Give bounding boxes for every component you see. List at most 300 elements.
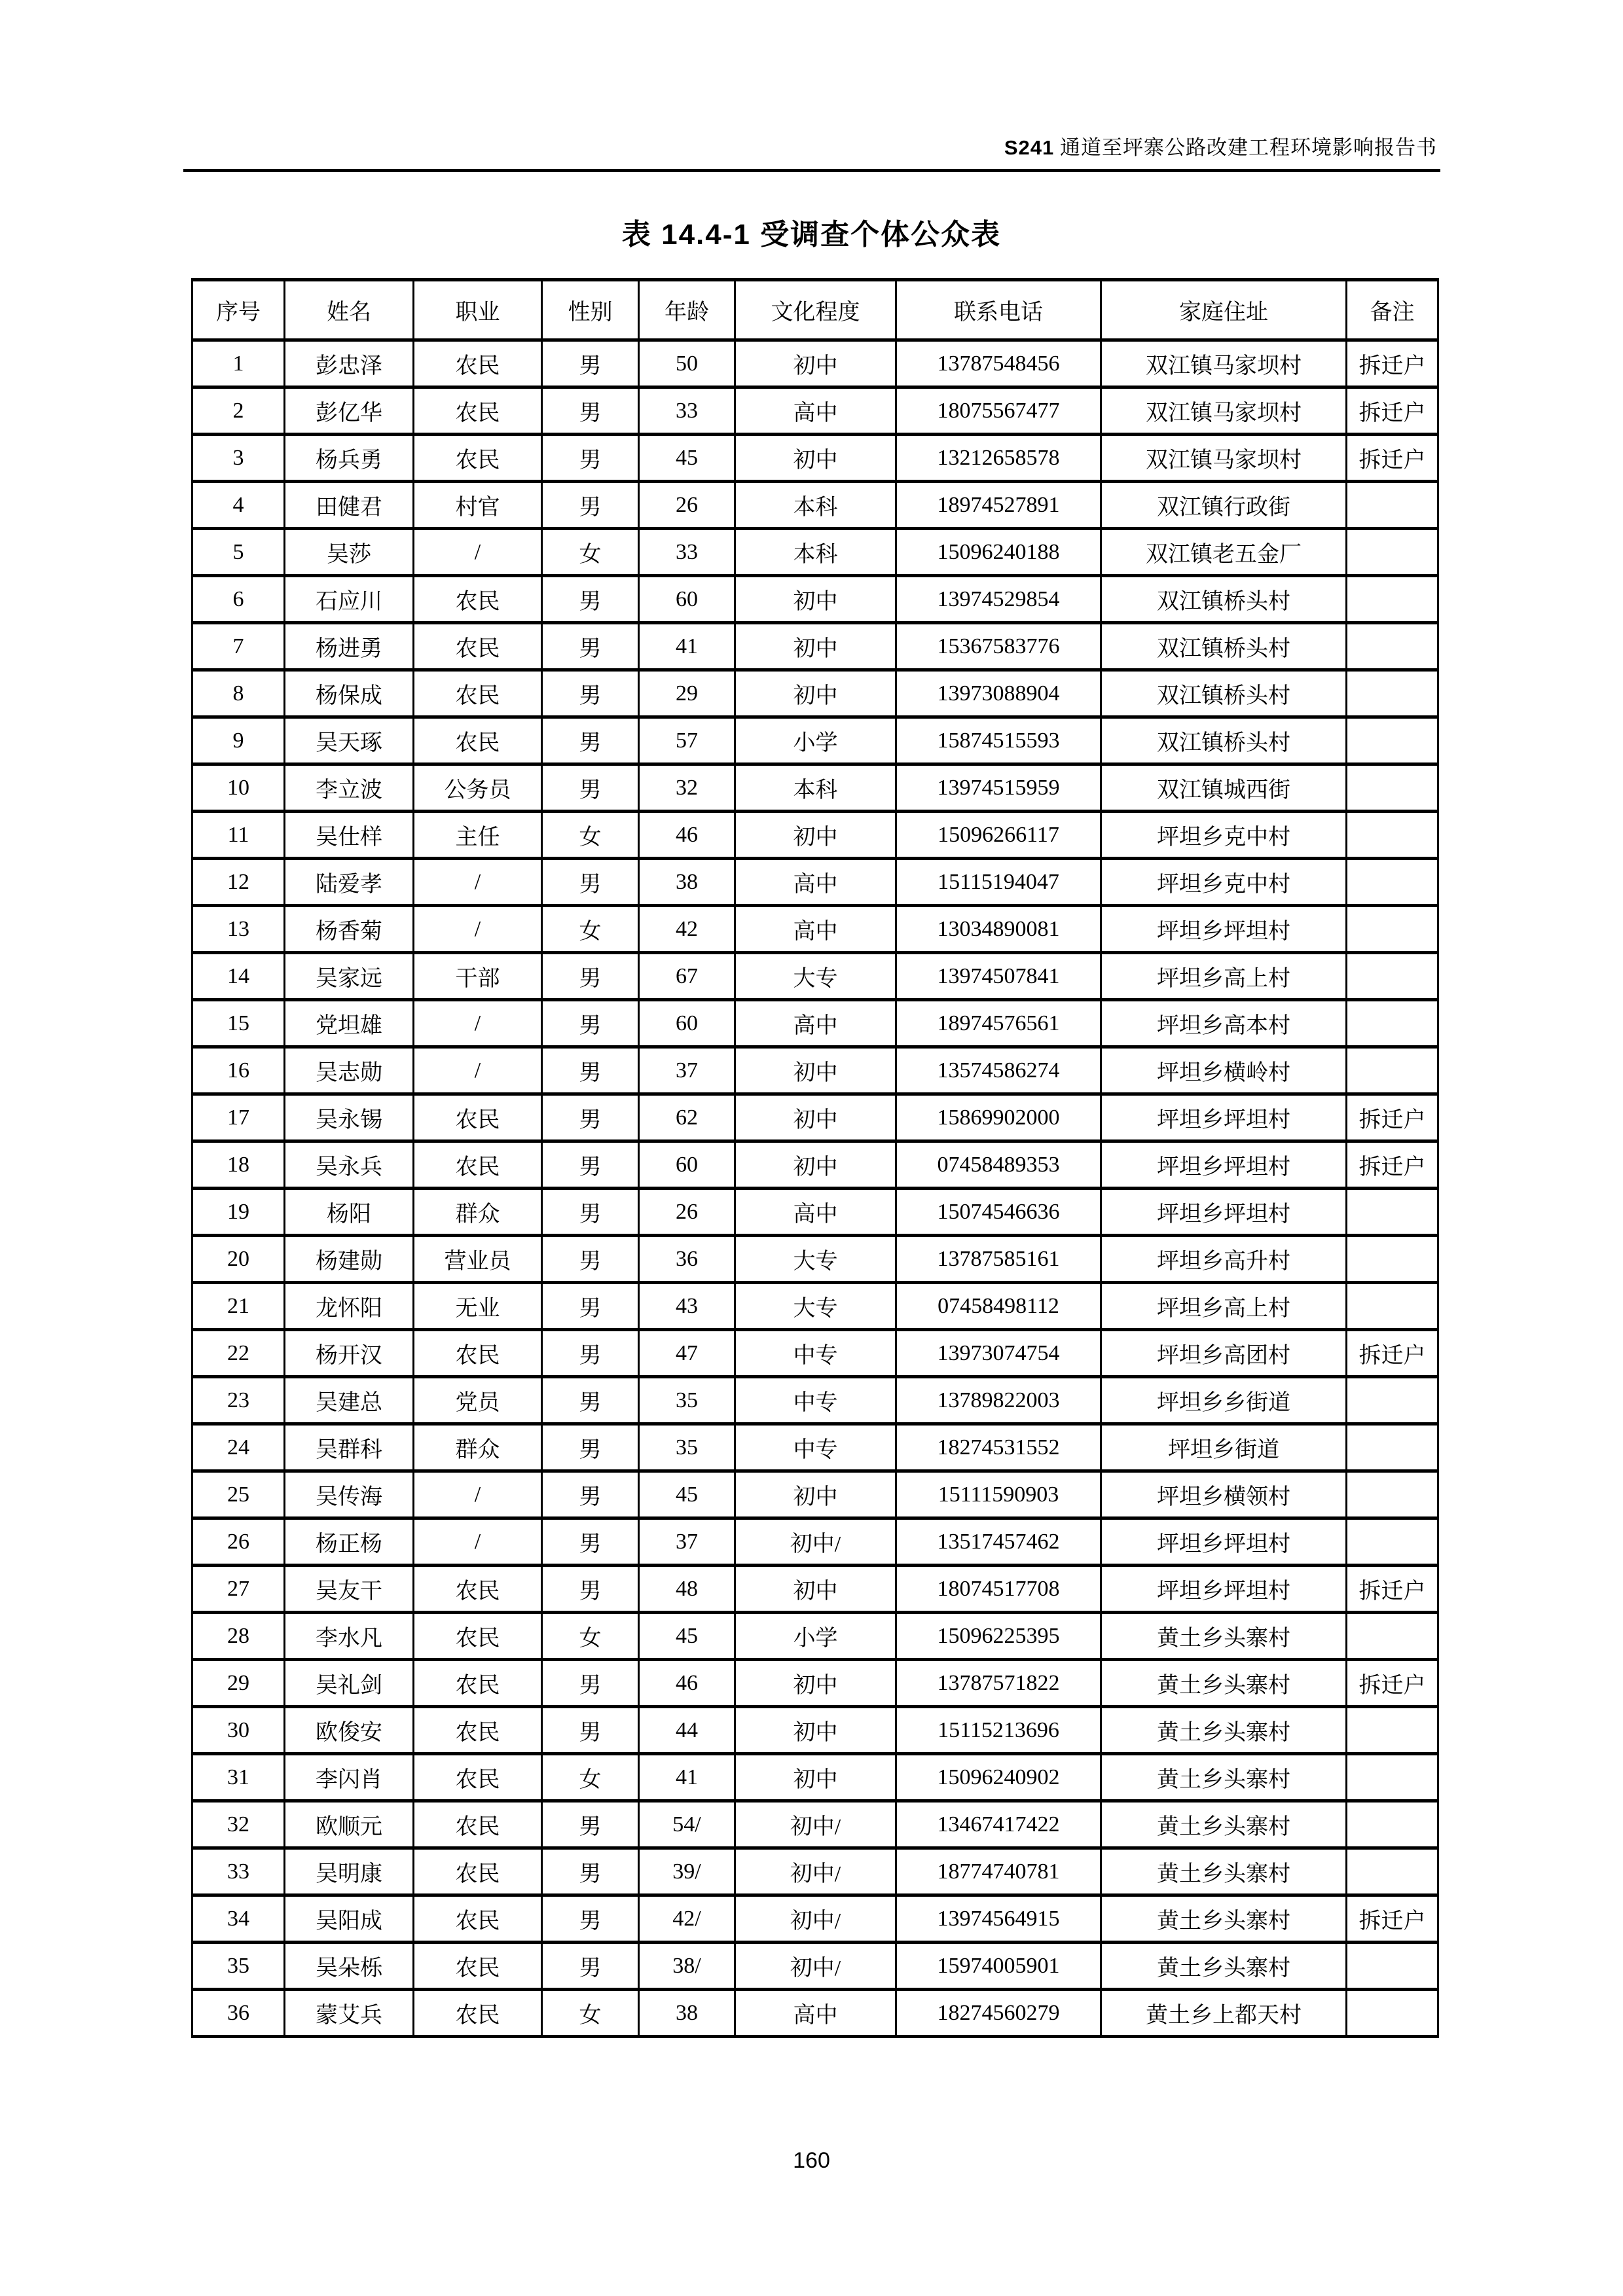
cell-index: 36 — [192, 1990, 285, 2037]
cell-gender: 男 — [542, 1660, 639, 1707]
cell-name: 吴友干 — [285, 1566, 414, 1613]
table-row — [192, 1895, 1438, 1943]
cell-remark — [1347, 670, 1438, 717]
cell-gender: 女 — [542, 1613, 639, 1660]
cell-address: 双江镇马家坝村 — [1101, 340, 1347, 387]
page-number: 160 — [793, 2148, 830, 2173]
cell-gender: 男 — [542, 576, 639, 623]
cell-job: 农民 — [414, 623, 542, 670]
cell-phone: 13789822003 — [896, 1377, 1101, 1424]
cell-age: 26 — [639, 482, 735, 529]
cell-name: 吴明康 — [285, 1848, 414, 1895]
cell-education: 高中 — [735, 1990, 896, 2037]
cell-phone: 13973074754 — [896, 1330, 1101, 1377]
column-header: 联系电话 — [896, 280, 1101, 340]
cell-education: 小学 — [735, 1613, 896, 1660]
cell-education: 初中 — [735, 1707, 896, 1754]
cell-job: 农民 — [414, 1660, 542, 1707]
cell-name: 石应川 — [285, 576, 414, 623]
cell-remark — [1347, 1377, 1438, 1424]
cell-remark — [1347, 1471, 1438, 1518]
cell-name: 吴莎 — [285, 529, 414, 576]
cell-remark — [1347, 859, 1438, 906]
cell-job: 农民 — [414, 1613, 542, 1660]
table-row — [192, 812, 1438, 859]
cell-age: 54/ — [639, 1801, 735, 1848]
cell-remark — [1347, 1000, 1438, 1047]
cell-name: 彭忠泽 — [285, 340, 414, 387]
cell-remark — [1347, 1848, 1438, 1895]
cell-name: 杨进勇 — [285, 623, 414, 670]
cell-index: 26 — [192, 1518, 285, 1566]
cell-address: 坪坦乡乡街道 — [1101, 1377, 1347, 1424]
cell-remark — [1347, 1518, 1438, 1566]
cell-index: 9 — [192, 717, 285, 764]
cell-job: / — [414, 859, 542, 906]
cell-age: 38 — [639, 1990, 735, 2037]
cell-phone: 15096240902 — [896, 1754, 1101, 1801]
cell-phone: 18274560279 — [896, 1990, 1101, 2037]
cell-index: 23 — [192, 1377, 285, 1424]
cell-age: 60 — [639, 1141, 735, 1189]
cell-remark — [1347, 906, 1438, 953]
cell-gender: 女 — [542, 529, 639, 576]
cell-age: 48 — [639, 1566, 735, 1613]
cell-remark — [1347, 812, 1438, 859]
cell-index: 25 — [192, 1471, 285, 1518]
cell-phone: 13974515959 — [896, 764, 1101, 812]
cell-remark — [1347, 1613, 1438, 1660]
table-row — [192, 1754, 1438, 1801]
table-row — [192, 906, 1438, 953]
cell-remark — [1347, 1707, 1438, 1754]
cell-index: 8 — [192, 670, 285, 717]
table-row — [192, 1518, 1438, 1566]
cell-index: 21 — [192, 1283, 285, 1330]
cell-education: 初中 — [735, 670, 896, 717]
cell-age: 41 — [639, 623, 735, 670]
table-row — [192, 1236, 1438, 1283]
cell-address: 坪坦乡坪坦村 — [1101, 1566, 1347, 1613]
cell-remark: 拆迁户 — [1347, 435, 1438, 482]
cell-education: 大专 — [735, 953, 896, 1000]
table-row — [192, 859, 1438, 906]
cell-address: 双江镇桥头村 — [1101, 717, 1347, 764]
cell-phone: 15974005901 — [896, 1943, 1101, 1990]
cell-job: 农民 — [414, 670, 542, 717]
cell-name: 吴仕样 — [285, 812, 414, 859]
cell-age: 45 — [639, 1613, 735, 1660]
cell-remark — [1347, 953, 1438, 1000]
cell-address: 黄土乡头寨村 — [1101, 1754, 1347, 1801]
cell-gender: 男 — [542, 482, 639, 529]
cell-education: 初中 — [735, 1094, 896, 1141]
cell-job: 农民 — [414, 387, 542, 435]
cell-gender: 男 — [542, 1943, 639, 1990]
cell-age: 45 — [639, 435, 735, 482]
cell-index: 5 — [192, 529, 285, 576]
table-row — [192, 1990, 1438, 2037]
cell-name: 杨兵勇 — [285, 435, 414, 482]
cell-job: 农民 — [414, 1990, 542, 2037]
cell-phone: 15115194047 — [896, 859, 1101, 906]
cell-gender: 男 — [542, 1236, 639, 1283]
cell-name: 杨建勋 — [285, 1236, 414, 1283]
cell-address: 坪坦乡坪坦村 — [1101, 906, 1347, 953]
cell-index: 7 — [192, 623, 285, 670]
cell-phone: 15074546636 — [896, 1189, 1101, 1236]
cell-age: 46 — [639, 812, 735, 859]
cell-job: 农民 — [414, 1754, 542, 1801]
cell-remark: 拆迁户 — [1347, 1895, 1438, 1943]
cell-phone: 13973088904 — [896, 670, 1101, 717]
cell-address: 黄土乡头寨村 — [1101, 1613, 1347, 1660]
cell-phone: 15367583776 — [896, 623, 1101, 670]
cell-job: 农民 — [414, 1330, 542, 1377]
cell-address: 双江镇行政街 — [1101, 482, 1347, 529]
cell-job: / — [414, 1518, 542, 1566]
cell-phone: 13787585161 — [896, 1236, 1101, 1283]
column-header: 家庭住址 — [1101, 280, 1347, 340]
cell-address: 双江镇城西街 — [1101, 764, 1347, 812]
cell-education: 初中 — [735, 623, 896, 670]
cell-remark — [1347, 1047, 1438, 1094]
cell-name: 吴志勋 — [285, 1047, 414, 1094]
column-header: 文化程度 — [735, 280, 896, 340]
cell-index: 15 — [192, 1000, 285, 1047]
cell-education: 本科 — [735, 529, 896, 576]
cell-name: 吴建总 — [285, 1377, 414, 1424]
cell-name: 杨正杨 — [285, 1518, 414, 1566]
cell-phone: 15874515593 — [896, 717, 1101, 764]
header-divider — [183, 169, 1440, 172]
cell-index: 22 — [192, 1330, 285, 1377]
cell-index: 2 — [192, 387, 285, 435]
cell-remark: 拆迁户 — [1347, 1660, 1438, 1707]
cell-age: 57 — [639, 717, 735, 764]
cell-gender: 男 — [542, 1094, 639, 1141]
cell-gender: 男 — [542, 623, 639, 670]
cell-job: 无业 — [414, 1283, 542, 1330]
cell-gender: 男 — [542, 340, 639, 387]
cell-gender: 男 — [542, 1424, 639, 1471]
cell-address: 坪坦乡高团村 — [1101, 1330, 1347, 1377]
cell-phone: 13034890081 — [896, 906, 1101, 953]
cell-gender: 男 — [542, 1707, 639, 1754]
cell-age: 50 — [639, 340, 735, 387]
cell-address: 双江镇马家坝村 — [1101, 435, 1347, 482]
table-row — [192, 1047, 1438, 1094]
cell-index: 31 — [192, 1754, 285, 1801]
cell-name: 杨阳 — [285, 1189, 414, 1236]
cell-education: 初中 — [735, 1047, 896, 1094]
cell-address: 坪坦乡高上村 — [1101, 953, 1347, 1000]
cell-gender: 男 — [542, 1471, 639, 1518]
table-row — [192, 1377, 1438, 1424]
cell-remark: 拆迁户 — [1347, 1094, 1438, 1141]
cell-education: 初中 — [735, 576, 896, 623]
cell-age: 32 — [639, 764, 735, 812]
cell-address: 坪坦乡高上村 — [1101, 1283, 1347, 1330]
cell-phone: 15111590903 — [896, 1471, 1101, 1518]
cell-phone: 18074517708 — [896, 1566, 1101, 1613]
cell-job: 农民 — [414, 1895, 542, 1943]
cell-education: 高中 — [735, 906, 896, 953]
cell-address: 双江镇桥头村 — [1101, 623, 1347, 670]
table-row — [192, 576, 1438, 623]
cell-gender: 男 — [542, 717, 639, 764]
cell-name: 吴家远 — [285, 953, 414, 1000]
cell-gender: 男 — [542, 1189, 639, 1236]
cell-name: 杨开汉 — [285, 1330, 414, 1377]
cell-gender: 女 — [542, 1754, 639, 1801]
cell-education: 本科 — [735, 764, 896, 812]
cell-age: 38 — [639, 859, 735, 906]
cell-phone: 13974564915 — [896, 1895, 1101, 1943]
cell-address: 坪坦乡坪坦村 — [1101, 1141, 1347, 1189]
table-row — [192, 623, 1438, 670]
cell-address: 坪坦乡横岭村 — [1101, 1047, 1347, 1094]
cell-job: 农民 — [414, 340, 542, 387]
cell-gender: 男 — [542, 1047, 639, 1094]
table-title: 表 14.4-1 受调查个体公众表 — [621, 219, 1002, 251]
cell-remark — [1347, 623, 1438, 670]
cell-job: 农民 — [414, 1141, 542, 1189]
cell-gender: 男 — [542, 387, 639, 435]
cell-gender: 男 — [542, 1801, 639, 1848]
cell-name: 陆爱孝 — [285, 859, 414, 906]
report-title-text: 通道至坪寨公路改建工程环境影响报告书 — [1054, 136, 1437, 159]
column-header: 性别 — [542, 280, 639, 340]
cell-address: 坪坦乡街道 — [1101, 1424, 1347, 1471]
table-row — [192, 1566, 1438, 1613]
cell-age: 35 — [639, 1424, 735, 1471]
cell-address: 双江镇老五金厂 — [1101, 529, 1347, 576]
cell-job: / — [414, 1047, 542, 1094]
table-row — [192, 1189, 1438, 1236]
cell-education: 初中 — [735, 1754, 896, 1801]
cell-phone: 18774740781 — [896, 1848, 1101, 1895]
cell-phone: 18075567477 — [896, 387, 1101, 435]
table-row — [192, 340, 1438, 387]
cell-index: 35 — [192, 1943, 285, 1990]
column-header: 年龄 — [639, 280, 735, 340]
cell-age: 26 — [639, 1189, 735, 1236]
cell-education: 大专 — [735, 1283, 896, 1330]
cell-index: 34 — [192, 1895, 285, 1943]
cell-education: 小学 — [735, 717, 896, 764]
cell-index: 32 — [192, 1801, 285, 1848]
cell-address: 坪坦乡克中村 — [1101, 812, 1347, 859]
table-row — [192, 1471, 1438, 1518]
cell-remark: 拆迁户 — [1347, 387, 1438, 435]
cell-age: 60 — [639, 576, 735, 623]
cell-education: 本科 — [735, 482, 896, 529]
cell-phone: 15096266117 — [896, 812, 1101, 859]
cell-address: 双江镇马家坝村 — [1101, 387, 1347, 435]
cell-phone: 15869902000 — [896, 1094, 1101, 1141]
cell-address: 坪坦乡坪坦村 — [1101, 1094, 1347, 1141]
report-header-text — [1004, 131, 1437, 160]
cell-phone: 15096225395 — [896, 1613, 1101, 1660]
cell-education: 初中/ — [735, 1943, 896, 1990]
cell-gender: 男 — [542, 1283, 639, 1330]
cell-job: 农民 — [414, 1943, 542, 1990]
cell-education: 初中 — [735, 1141, 896, 1189]
cell-age: 37 — [639, 1047, 735, 1094]
cell-phone: 13974507841 — [896, 953, 1101, 1000]
cell-name: 彭亿华 — [285, 387, 414, 435]
cell-gender: 男 — [542, 1377, 639, 1424]
cell-education: 初中 — [735, 435, 896, 482]
cell-gender: 男 — [542, 1518, 639, 1566]
cell-index: 14 — [192, 953, 285, 1000]
cell-education: 中专 — [735, 1424, 896, 1471]
cell-address: 坪坦乡坪坦村 — [1101, 1518, 1347, 1566]
cell-address: 坪坦乡横领村 — [1101, 1471, 1347, 1518]
cell-name: 吴永兵 — [285, 1141, 414, 1189]
cell-gender: 男 — [542, 953, 639, 1000]
cell-education: 中专 — [735, 1377, 896, 1424]
cell-name: 田健君 — [285, 482, 414, 529]
table-row — [192, 1613, 1438, 1660]
cell-index: 18 — [192, 1141, 285, 1189]
table-row — [192, 1801, 1438, 1848]
cell-education: 初中 — [735, 812, 896, 859]
cell-age: 37 — [639, 1518, 735, 1566]
cell-name: 欧俊安 — [285, 1707, 414, 1754]
cell-age: 43 — [639, 1283, 735, 1330]
cell-index: 1 — [192, 340, 285, 387]
cell-phone: 13787571822 — [896, 1660, 1101, 1707]
cell-name: 李闪肖 — [285, 1754, 414, 1801]
table-row — [192, 1094, 1438, 1141]
cell-index: 6 — [192, 576, 285, 623]
cell-age: 36 — [639, 1236, 735, 1283]
cell-age: 38/ — [639, 1943, 735, 1990]
cell-education: 初中/ — [735, 1518, 896, 1566]
cell-job: / — [414, 1000, 542, 1047]
cell-phone: 13212658578 — [896, 435, 1101, 482]
cell-address: 黄土乡头寨村 — [1101, 1801, 1347, 1848]
cell-education: 初中/ — [735, 1848, 896, 1895]
cell-name: 李水凡 — [285, 1613, 414, 1660]
table-row — [192, 435, 1438, 482]
cell-education: 高中 — [735, 859, 896, 906]
cell-index: 13 — [192, 906, 285, 953]
cell-address: 坪坦乡克中村 — [1101, 859, 1347, 906]
cell-job: / — [414, 529, 542, 576]
cell-remark — [1347, 1283, 1438, 1330]
cell-job: 农民 — [414, 1094, 542, 1141]
cell-gender: 男 — [542, 435, 639, 482]
table-row — [192, 764, 1438, 812]
cell-job: 农民 — [414, 1848, 542, 1895]
cell-remark — [1347, 1801, 1438, 1848]
cell-name: 吴天琢 — [285, 717, 414, 764]
cell-age: 67 — [639, 953, 735, 1000]
cell-job: 农民 — [414, 1707, 542, 1754]
cell-index: 17 — [192, 1094, 285, 1141]
cell-remark — [1347, 1990, 1438, 2037]
cell-phone: 13467417422 — [896, 1801, 1101, 1848]
table-row — [192, 387, 1438, 435]
cell-address: 坪坦乡高本村 — [1101, 1000, 1347, 1047]
cell-name: 党坦雄 — [285, 1000, 414, 1047]
cell-remark — [1347, 1424, 1438, 1471]
cell-job: 干部 — [414, 953, 542, 1000]
cell-address: 双江镇桥头村 — [1101, 576, 1347, 623]
cell-name: 龙怀阳 — [285, 1283, 414, 1330]
table-row — [192, 1141, 1438, 1189]
cell-name: 吴礼剑 — [285, 1660, 414, 1707]
cell-index: 19 — [192, 1189, 285, 1236]
cell-education: 大专 — [735, 1236, 896, 1283]
cell-education: 初中 — [735, 1566, 896, 1613]
table-row — [192, 717, 1438, 764]
column-header: 职业 — [414, 280, 542, 340]
table-row — [192, 1848, 1438, 1895]
cell-remark — [1347, 482, 1438, 529]
cell-education: 初中 — [735, 1471, 896, 1518]
cell-job: 村官 — [414, 482, 542, 529]
cell-remark: 拆迁户 — [1347, 1566, 1438, 1613]
cell-remark — [1347, 764, 1438, 812]
cell-job: 农民 — [414, 435, 542, 482]
cell-name: 李立波 — [285, 764, 414, 812]
report-code: S241 — [1004, 136, 1055, 159]
cell-remark: 拆迁户 — [1347, 340, 1438, 387]
cell-gender: 女 — [542, 812, 639, 859]
cell-education: 高中 — [735, 1000, 896, 1047]
cell-address: 双江镇桥头村 — [1101, 670, 1347, 717]
table-row — [192, 1424, 1438, 1471]
cell-education: 高中 — [735, 1189, 896, 1236]
cell-name: 吴朵栎 — [285, 1943, 414, 1990]
cell-address: 黄土乡头寨村 — [1101, 1707, 1347, 1754]
cell-name: 吴阳成 — [285, 1895, 414, 1943]
header-row — [192, 280, 1438, 340]
cell-gender: 男 — [542, 1330, 639, 1377]
cell-name: 吴永锡 — [285, 1094, 414, 1141]
cell-phone: 07458489353 — [896, 1141, 1101, 1189]
cell-age: 29 — [639, 670, 735, 717]
cell-job: 党员 — [414, 1377, 542, 1424]
table-row — [192, 1000, 1438, 1047]
cell-index: 11 — [192, 812, 285, 859]
cell-age: 33 — [639, 387, 735, 435]
cell-address: 坪坦乡坪坦村 — [1101, 1189, 1347, 1236]
cell-index: 16 — [192, 1047, 285, 1094]
cell-remark — [1347, 1189, 1438, 1236]
cell-address: 黄土乡头寨村 — [1101, 1943, 1347, 1990]
cell-index: 27 — [192, 1566, 285, 1613]
cell-education: 初中/ — [735, 1895, 896, 1943]
cell-phone: 13574586274 — [896, 1047, 1101, 1094]
cell-address: 坪坦乡高升村 — [1101, 1236, 1347, 1283]
cell-education: 初中 — [735, 1660, 896, 1707]
cell-phone: 18974527891 — [896, 482, 1101, 529]
cell-name: 杨香菊 — [285, 906, 414, 953]
cell-job: 公务员 — [414, 764, 542, 812]
cell-index: 24 — [192, 1424, 285, 1471]
cell-index: 33 — [192, 1848, 285, 1895]
cell-index: 29 — [192, 1660, 285, 1707]
cell-age: 33 — [639, 529, 735, 576]
survey-table — [191, 278, 1439, 2038]
table-row — [192, 1707, 1438, 1754]
cell-gender: 男 — [542, 670, 639, 717]
